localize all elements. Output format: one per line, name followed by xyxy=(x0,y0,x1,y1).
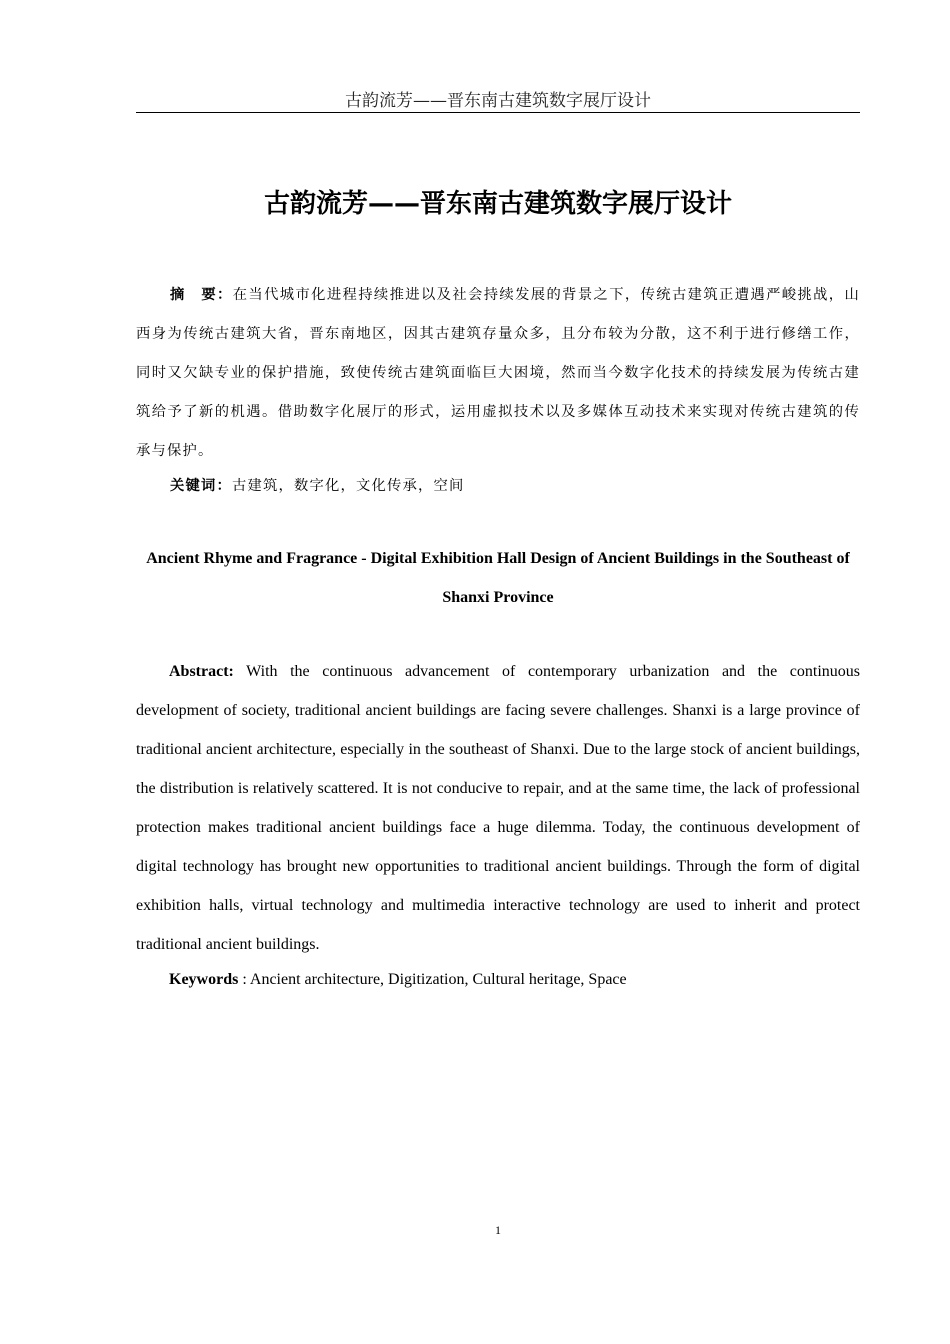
chinese-keywords xyxy=(136,470,860,502)
english-abstract-text: With the continuous advancement of contemporary urbanization and the continuous development of society, traditional ancient buildings are facing severe challenges. Shanxi is a large province of traditional ancient architecture, especially in the southeast of Shanxi. Due to the large stock of ancient buildings, the distribution is relatively scattered. It is not conducive to repair, and at the same time, the lack of professional protection makes traditional ancient buildings face a huge dilemma. Today, the continuous development of digital technology has brought new opportunities to traditional ancient buildings. Through the form of digital exhibition halls, virtual technology and multimedia interactive technology are used to inherit and protect traditional ancient buildings. xyxy=(136,663,860,953)
page-number: 1 xyxy=(495,1223,501,1237)
english-keywords-label: Keywords xyxy=(169,971,239,988)
chinese-keywords-label: 关键词： xyxy=(170,478,232,494)
english-abstract xyxy=(136,652,860,964)
chinese-abstract xyxy=(136,276,860,471)
chinese-keywords-text: 古建筑，数字化，文化传承，空间 xyxy=(232,478,465,494)
running-header: 古韵流芳——晋东南古建筑数字展厅设计 xyxy=(136,90,860,113)
english-keywords-text: : Ancient architecture, Digitization, Cultural heritage, Space xyxy=(238,971,627,988)
chinese-abstract-text: 在当代城市化进程持续推进以及社会持续发展的背景之下，传统古建筑正遭遇严峻挑战，山西身为传统古建筑大省，晋东南地区，因其古建筑存量众多，且分布较为分散，这不利于进行修缮工作，同时又欠缺专业的保护措施，致使传统古建筑面临巨大困境，然而当今数字化技术的持续发展为传统古建筑给予了新的机遇。借助数字化展厅的形式，运用虚拟技术以及多媒体互动技术来实现对传统古建筑的传承与保护。 xyxy=(136,287,860,459)
english-keywords xyxy=(136,964,860,996)
english-title: Ancient Rhyme and Fragrance - Digital Exhibition Hall Design of Ancient Buildings in the Southeast of Shanxi Province xyxy=(146,550,850,606)
chinese-abstract-label: 摘 要： xyxy=(170,287,233,303)
english-abstract-label: Abstract: xyxy=(169,663,234,680)
chinese-title: 古韵流芳——晋东南古建筑数字展厅设计 xyxy=(263,189,732,219)
